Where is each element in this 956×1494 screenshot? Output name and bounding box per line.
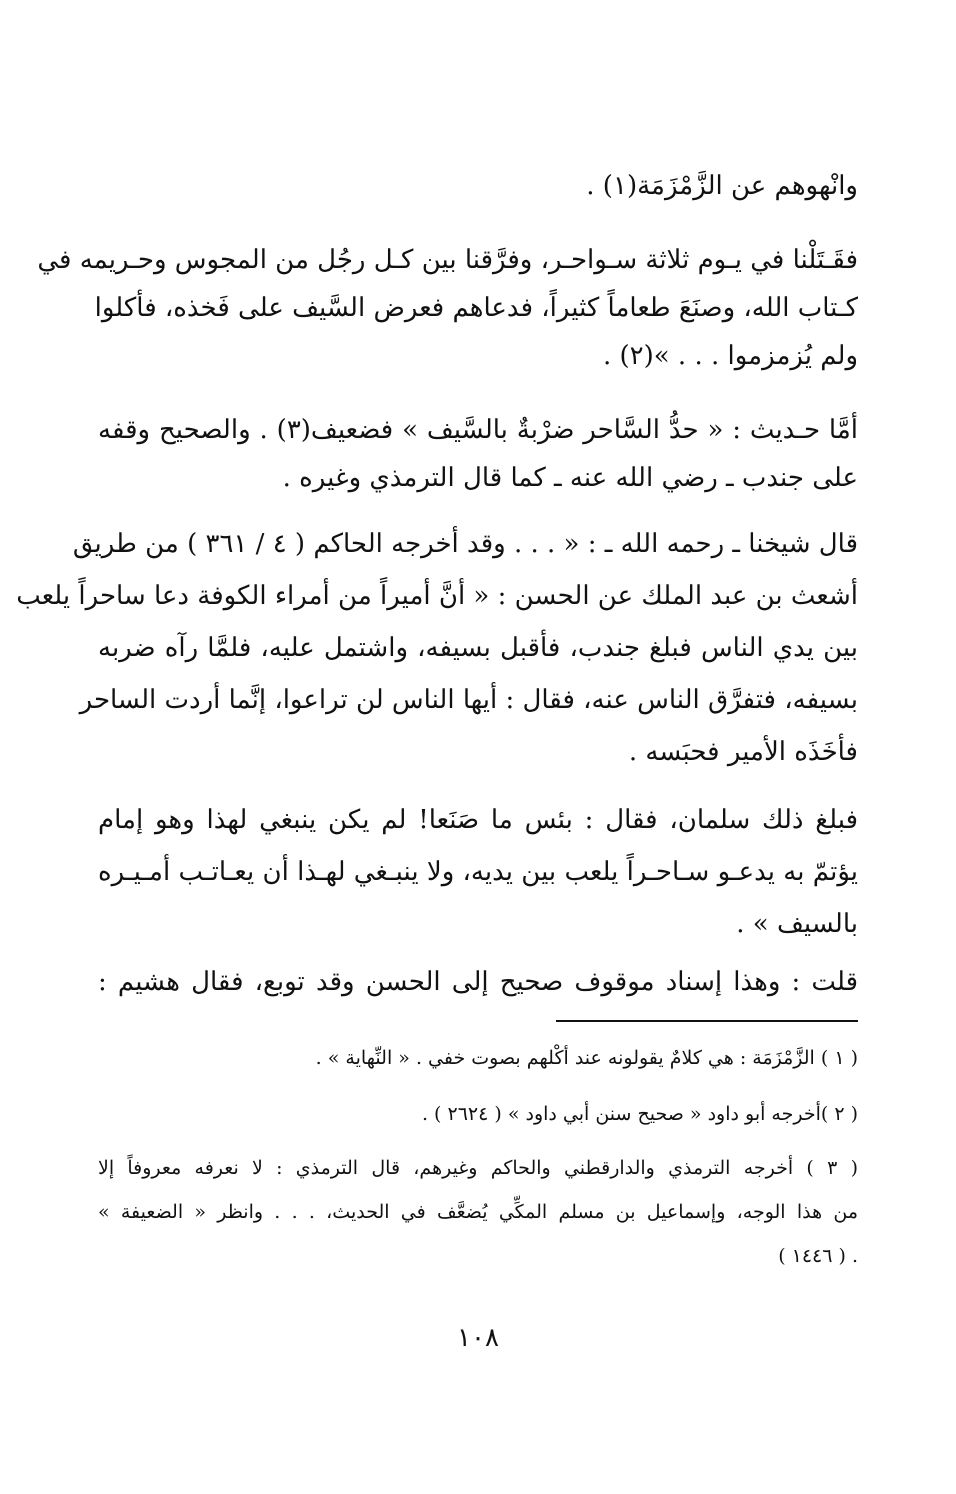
footnote-separator (556, 1020, 858, 1022)
footnote-2: ( ٢ )أخرجه أبو داود « صحيح سنن أبي داود » ( ٢٦٢٤ ) . (421, 1103, 858, 1125)
paragraph-3-line-2: على جندب ـ رضي الله عنه ـ كما قال الترمذي وغيره . (282, 463, 858, 493)
paragraph-6-line-1: قلت : وهذا إسناد موقوف صحيح إلى الحسن وقد توبع، فقال هشيم : (98, 967, 858, 997)
paragraph-2-line-2: كـتاب الله، وصنَعَ طعاماً كثيراً، فدعاهم فعرض السَّيف على فَخذه، فأكلوا (94, 293, 858, 323)
footnote-3-line-2: من هذا الوجه، وإسماعيل بن مسلم المكِّي يُضعَّف في الحديث، . . . وانظر « الضعيفة » (98, 1201, 858, 1223)
paragraph-5-line-1: فبلغ ذلك سلمان، فقال : بئس ما صَنَعا! لم يكن ينبغي لهذا وهو إمام (98, 805, 858, 835)
paragraph-2-line-1: فقَـتَلْنا في يـوم ثلاثة سـواحـر، وفرَّقنا بين كـل رجُل من المجوس وحـريمه في (37, 245, 858, 275)
paragraph-4-line-5: فأخَذَه الأمير فحبَسه . (628, 737, 858, 767)
paragraph-5-line-3: بالسيف » . (736, 909, 858, 939)
paragraph-5-line-2: يؤتمّ به يدعـو سـاحـراً يلعب بين يديه، ولا ينبـغي لهـذا أن يعـاتـب أمـيـره (98, 857, 858, 887)
paragraph-2-line-3: ولم يُزمزموا . . . »(٢) . (602, 341, 858, 371)
footnote-3-line-3: ( ١٤٤٦ ) . (778, 1245, 858, 1267)
paragraph-4-line-3: بين يدي الناس فبلغ جندب، فأقبل بسيفه، واشتمل عليه، فلمَّا رآه ضربه (98, 633, 858, 663)
paragraph-3-line-1: أمَّا حـديث : « حدُّ السَّاحر ضرْبةٌ بالسَّيف » فضعيف(٣) . والصحيح وقفه (98, 415, 858, 445)
paragraph-1-line-1: وانْهوهم عن الزَّمْزَمَة(١) . (586, 171, 858, 201)
paragraph-4-line-2: أشعث بن عبد الملك عن الحسن : « أنَّ أميراً من أمراء الكوفة دعا ساحراً يلعب (16, 581, 858, 611)
footnote-1: ( ١ ) الزَّمْزَمَة : هي كلامٌ يقولونه عند أكْلهم بصوت خفي . « النِّهاية » . (315, 1047, 858, 1069)
paragraph-4-line-1: قال شيخنا ـ رحمه الله ـ : « . . . وقد أخرجه الحاكم ( ٤ / ٣٦١ ) من طريق (72, 529, 858, 559)
footnote-3-line-1: ( ٣ ) أخرجه الترمذي والدارقطني والحاكم وغيرهم، قال الترمذي : لا نعرفه معروفاً إلا (98, 1157, 859, 1179)
page-number: ١٠٨ (457, 1323, 499, 1353)
paragraph-4-line-4: بسيفه، فتفرَّق الناس عنه، فقال : أيها الناس لن تراعوا، إنَّما أردت الساحر (79, 685, 858, 715)
